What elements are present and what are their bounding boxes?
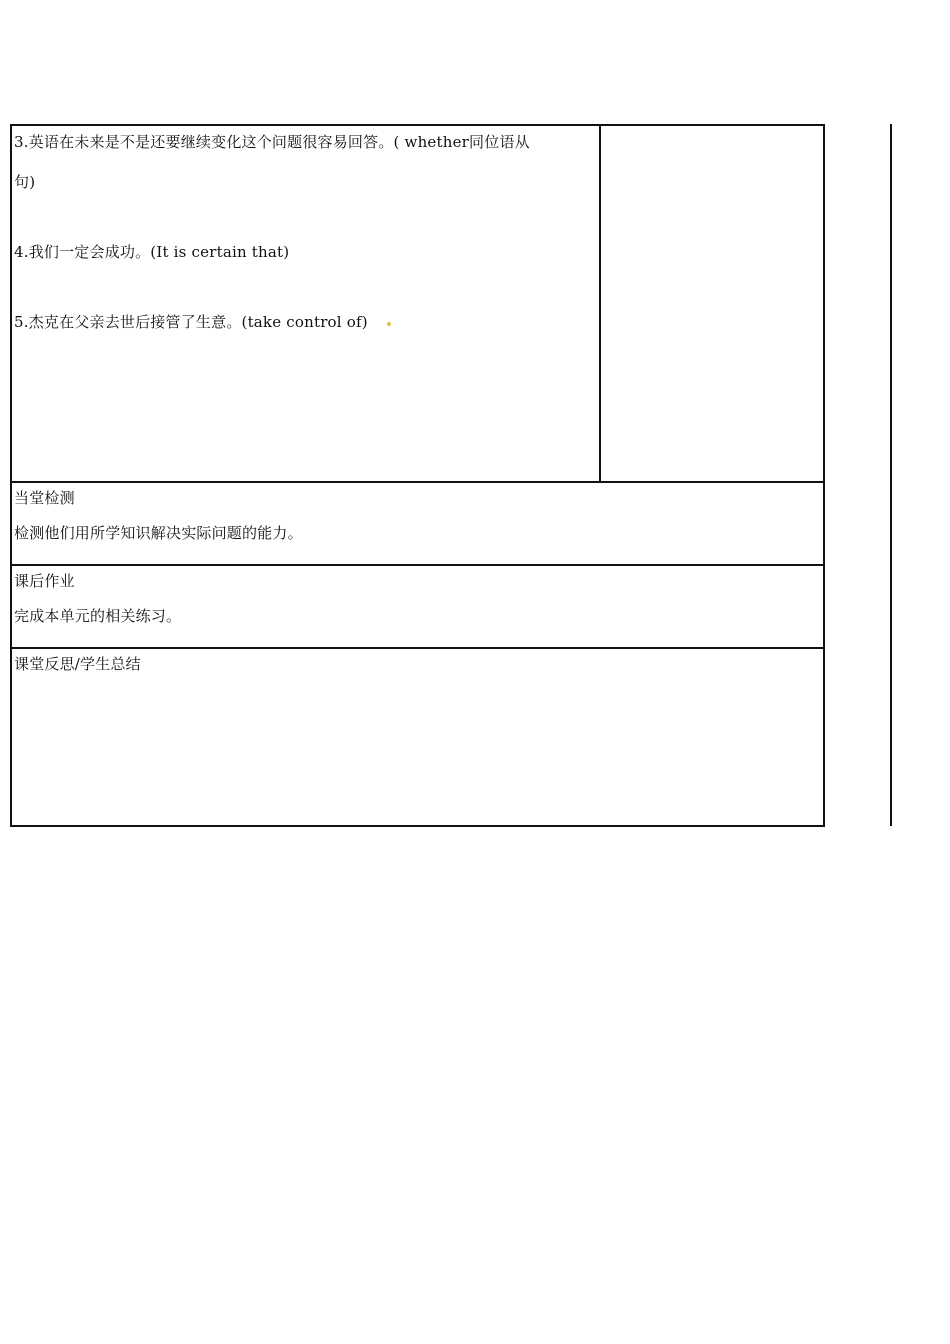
quiz-text: 检测他们用所学知识解决实际问题的能力。 [14, 524, 303, 542]
margin-rule [890, 124, 892, 826]
annotation-mark [387, 322, 391, 326]
exercise-row [12, 126, 823, 483]
exercise-item-4: 4.我们一定会成功。(It is certain that) [14, 243, 290, 261]
quiz-row [12, 483, 823, 566]
lesson-table [10, 124, 825, 827]
homework-text: 完成本单元的相关练习。 [14, 607, 182, 625]
quiz-title: 当堂检测 [14, 489, 75, 507]
reflection-row [12, 649, 823, 825]
exercise-item-5: 5.杰克在父亲去世后接管了生意。(take control of) [14, 313, 368, 331]
exercise-cell [12, 126, 601, 481]
reflection-title: 课堂反思/学生总结 [14, 655, 141, 673]
homework-row [12, 566, 823, 649]
exercise-item-3-line-2: 句) [14, 173, 36, 191]
notes-cell [601, 126, 823, 481]
homework-title: 课后作业 [14, 572, 75, 590]
exercise-item-3-line-1: 3.英语在未来是不是还要继续变化这个问题很容易回答。( whether同位语从 [14, 133, 530, 151]
